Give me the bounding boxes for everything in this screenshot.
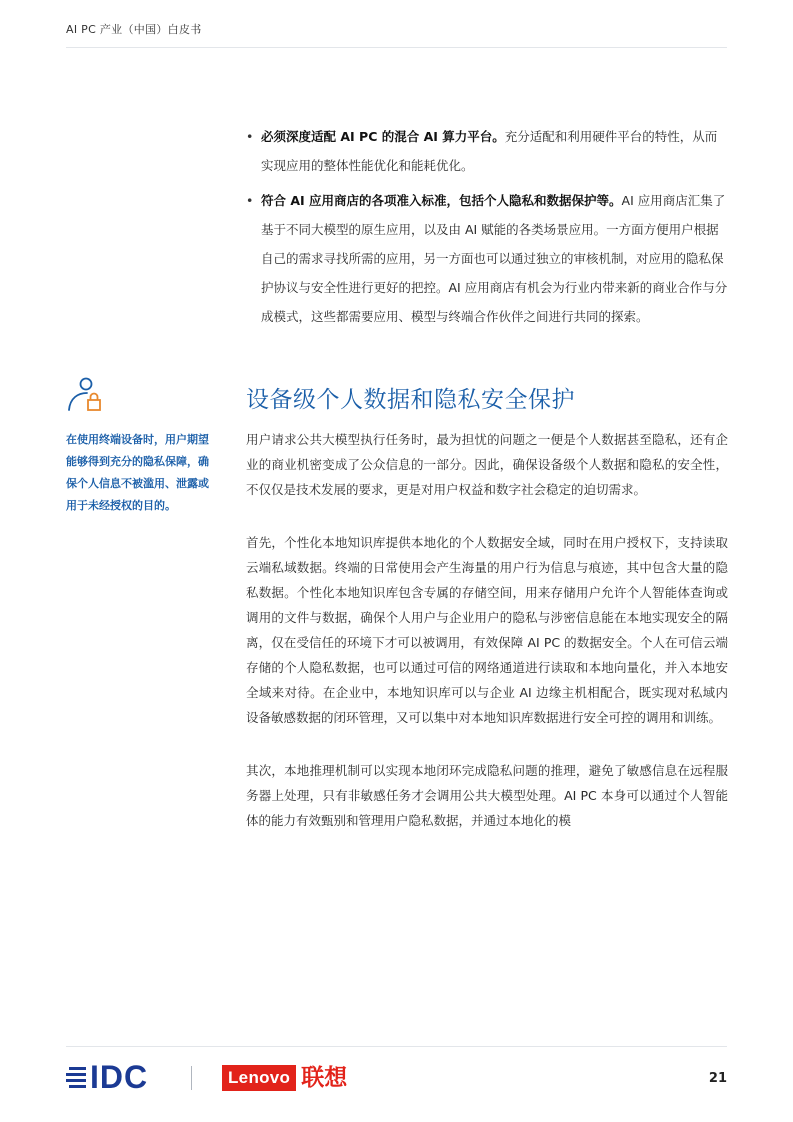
page-number: 21 — [708, 1071, 727, 1086]
lenovo-logo — [222, 1065, 347, 1091]
bullet-item — [246, 122, 728, 180]
paragraph: 首先，个性化本地知识库提供本地化的个人数据安全域，同时在用户授权下，支持读取云端私域数据。终端的日常使用会产生海量的用户行为信息与痕迹，其中包含大量的隐私数据。个性化本地知识库包含专属的存储空间，用来存储用户允许个人智能体查询或调用的文件与数据，确保个人用户与企业用户的隐私与涉密信息能在本地实现安全的隔离，仅在受信任的环境下才可以被调用，有效保障 AI PC 的数据安全。个人在可信云端存储的个人隐私数据，也可以通过可信的网络通道进行读取和本地向量化，并入本地安全域来对待。在企业中，本地知识库可以与企业 AI 边缘主机相配合，既实现对私域内设备敏感数据的闭环管理，又可以集中对本地知识库数据进行安全可控的调用和训练。 — [246, 535, 728, 725]
idc-logo — [66, 1059, 149, 1095]
paragraph: 其次，本地推理机制可以实现本地闭环完成隐私问题的推理，避免了敏感信息在远程服务器上处理，只有非敏感任务才会调用公共大模型处理。AI PC 本身可以通过个人智能体的能力有效甄别和管理用户隐私数据，并通过本地化的模 — [246, 763, 728, 828]
logo-separator — [191, 1066, 192, 1090]
idc-logo-text: IDC — [90, 1059, 149, 1095]
bullet-text: AI 应用商店汇集了基于不同大模型的原生应用，以及由 AI 赋能的各类场景应用。一方面方便用户根据自己的需求寻找所需的应用，另一方面也可以通过独立的审核机制，对应用的隐私保护协议与安全性进行更好的把控。AI 应用商店有机会为行业内带来新的商业合作与分成模式，这些都需要应用、模型与终端合作伙伴之间进行共同的探索。 — [261, 193, 728, 324]
paragraph: 用户请求公共大模型执行任务时，最为担忧的问题之一便是个人数据甚至隐私，还有企业的商业机密变成了公众信息的一部分。因此，确保设备级个人数据和隐私的安全性，不仅仅是技术发展的要求，更是对用户权益和数字社会稳定的迫切需求。 — [246, 432, 728, 497]
bullet-list — [246, 122, 728, 337]
section-body — [246, 427, 728, 861]
lenovo-logo-text: Lenovo — [222, 1065, 296, 1091]
lenovo-chinese-logo: 联想 — [301, 1065, 348, 1091]
sidebar-note: 在使用终端设备时，用户期望能够得到充分的隐私保障，确保个人信息不被滥用、泄露或用于未经授权的目的。 — [66, 433, 209, 512]
bullet-item — [246, 186, 728, 331]
header-title: AI PC 产业（中国）白皮书 — [66, 23, 202, 36]
bullet-bold-lead: 符合 AI 应用商店的各项准入标准，包括个人隐私和数据保护等。 — [261, 193, 622, 208]
section-title: 设备级个人数据和隐私安全保护 — [246, 387, 575, 413]
bullet-bold-lead: 必须深度适配 AI PC 的混合 AI 算力平台。 — [261, 129, 505, 144]
header-divider — [66, 47, 727, 48]
user-lock-icon — [66, 376, 106, 412]
footer-divider — [66, 1046, 727, 1047]
bullet-text: 充分适配和利用硬件平台的特性，从而实现应用的整体性能优化和能耗优化。 — [261, 129, 718, 173]
idc-lines-icon — [66, 1064, 88, 1090]
